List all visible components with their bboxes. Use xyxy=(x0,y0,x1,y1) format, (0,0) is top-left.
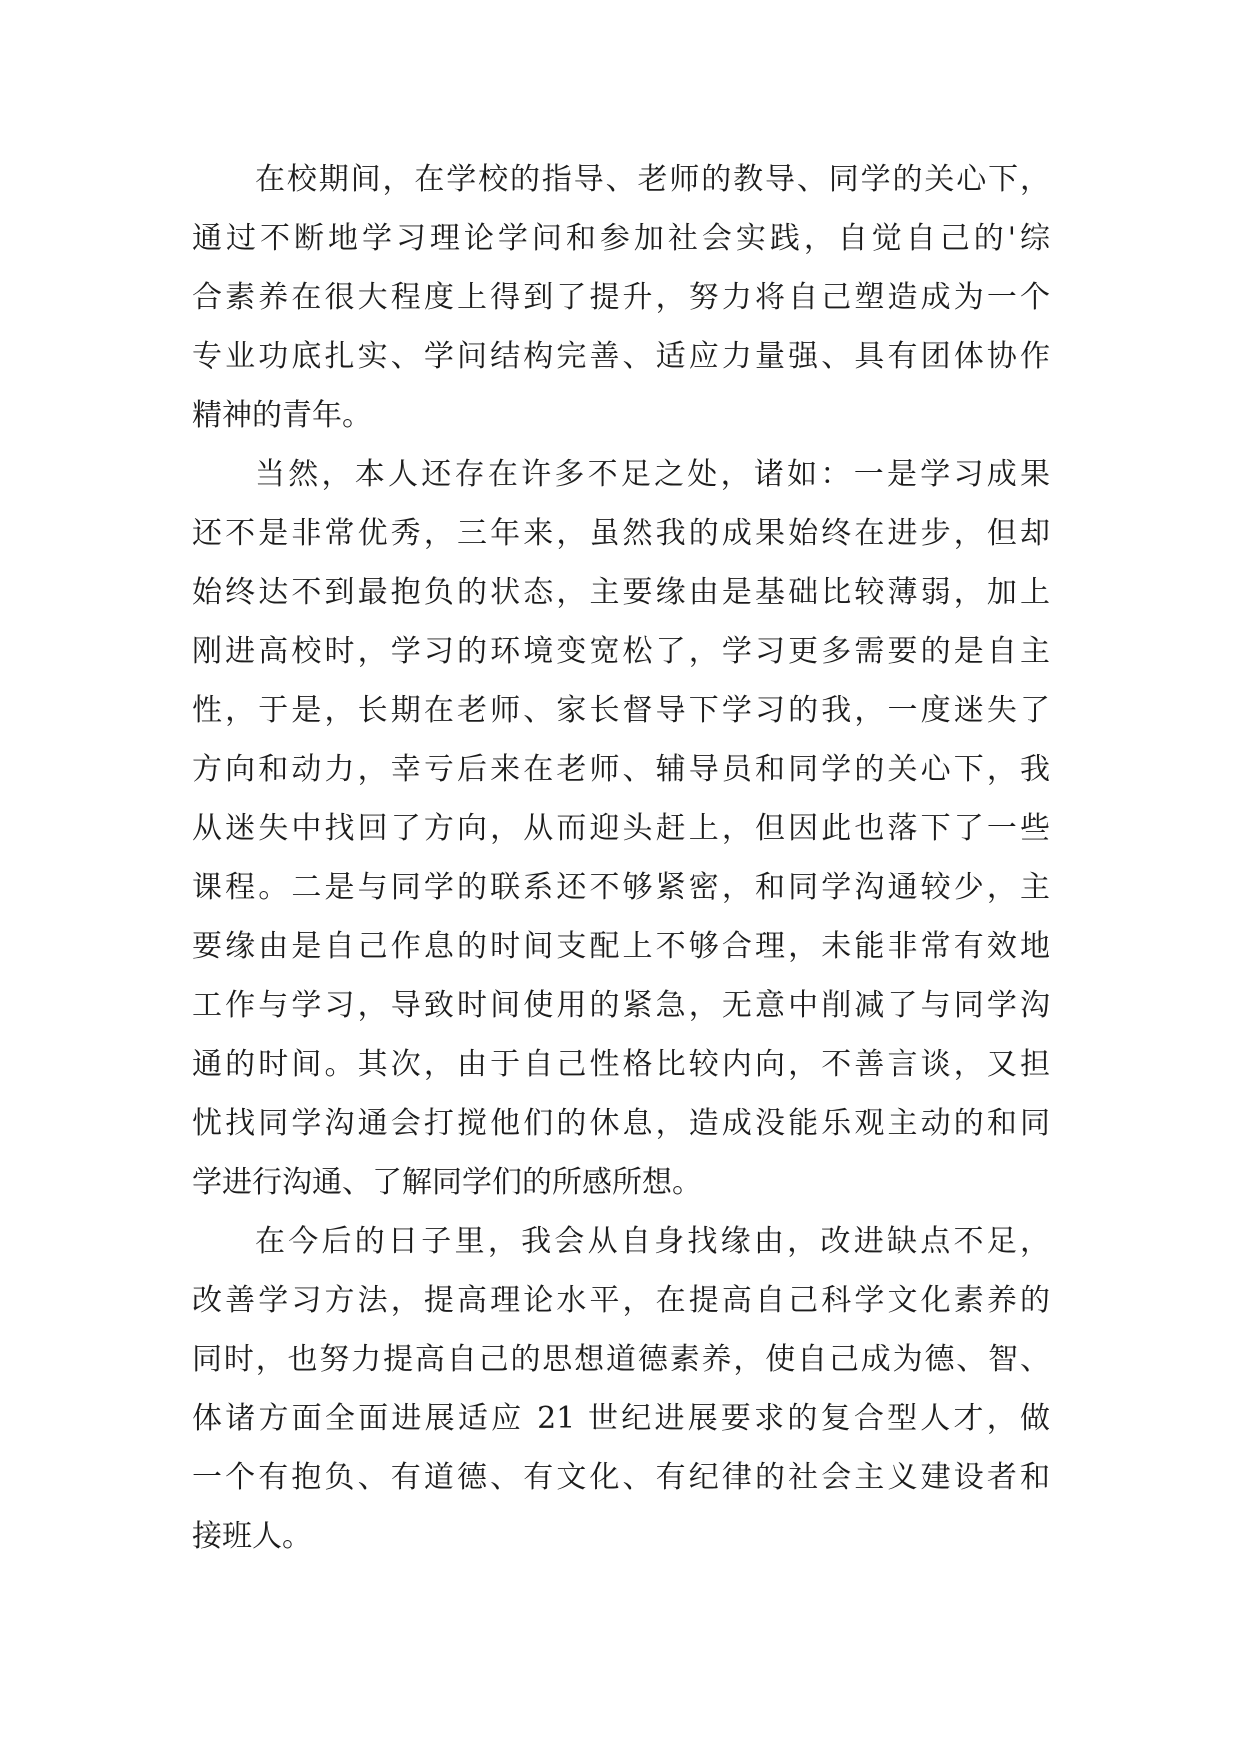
paragraph-2-line-2: 还不是非常优秀，三年来，虽然我的成果始终在进步，但却 xyxy=(192,516,1050,551)
paragraph-2-line-1: 当然，本人还存在许多不足之处，诸如：一是学习成果 xyxy=(255,457,1050,492)
paragraph-2-line-10: 工作与学习，导致时间使用的紧急，无意中削减了与同学沟 xyxy=(192,988,1050,1023)
document-body xyxy=(192,150,1050,1566)
paragraph-2-line-5: 性，于是，长期在老师、家长督导下学习的我，一度迷失了 xyxy=(192,693,1050,728)
paragraph-2-line-11: 通的时间。其次，由于自己性格比较内向，不善言谈，又担 xyxy=(192,1047,1050,1082)
paragraph-3-line-5: 一个有抱负、有道德、有文化、有纪律的社会主义建设者和 xyxy=(192,1460,1050,1495)
paragraph-2-line-8: 课程。二是与同学的联系还不够紧密，和同学沟通较少，主 xyxy=(192,870,1050,905)
paragraph-3-line-4: 体诸方面全面进展适应 21 世纪进展要求的复合型人才，做 xyxy=(192,1401,1050,1436)
paragraph-1-line-4: 专业功底扎实、学问结构完善、适应力量强、具有团体协作 xyxy=(192,339,1050,374)
paragraph-3-line-2: 改善学习方法，提高理论水平，在提高自己科学文化素养的 xyxy=(192,1283,1050,1318)
paragraph-2-line-7: 从迷失中找回了方向，从而迎头赶上，但因此也落下了一些 xyxy=(192,811,1050,846)
paragraph-3-line-6: 接班人。 xyxy=(192,1519,312,1554)
paragraph-2-line-6: 方向和动力，幸亏后来在老师、辅导员和同学的关心下，我 xyxy=(192,752,1050,787)
paragraph-3-line-3: 同时，也努力提高自己的思想道德素养，使自己成为德、智、 xyxy=(192,1342,1050,1377)
paragraph-2-line-9: 要缘由是自己作息的时间支配上不够合理，未能非常有效地 xyxy=(192,929,1050,964)
paragraph-1-line-2: 通过不断地学习理论学问和参加社会实践，自觉自己的'综 xyxy=(192,221,1050,256)
paragraph-2-line-4: 刚进高校时，学习的环境变宽松了，学习更多需要的是自主 xyxy=(192,634,1050,669)
paragraph-1-line-5: 精神的青年。 xyxy=(192,398,372,433)
paragraph-2-line-3: 始终达不到最抱负的状态，主要缘由是基础比较薄弱，加上 xyxy=(192,575,1050,610)
paragraph-2-line-12: 忧找同学沟通会打搅他们的休息，造成没能乐观主动的和同 xyxy=(192,1106,1050,1141)
paragraph-1-line-1: 在校期间，在学校的指导、老师的教导、同学的关心下， xyxy=(255,162,1050,197)
paragraph-2-line-13: 学进行沟通、了解同学们的所感所想。 xyxy=(192,1165,702,1200)
paragraph-3-line-1: 在今后的日子里，我会从自身找缘由，改进缺点不足， xyxy=(255,1224,1050,1259)
paragraph-1-line-3: 合素养在很大程度上得到了提升，努力将自己塑造成为一个 xyxy=(192,280,1050,315)
